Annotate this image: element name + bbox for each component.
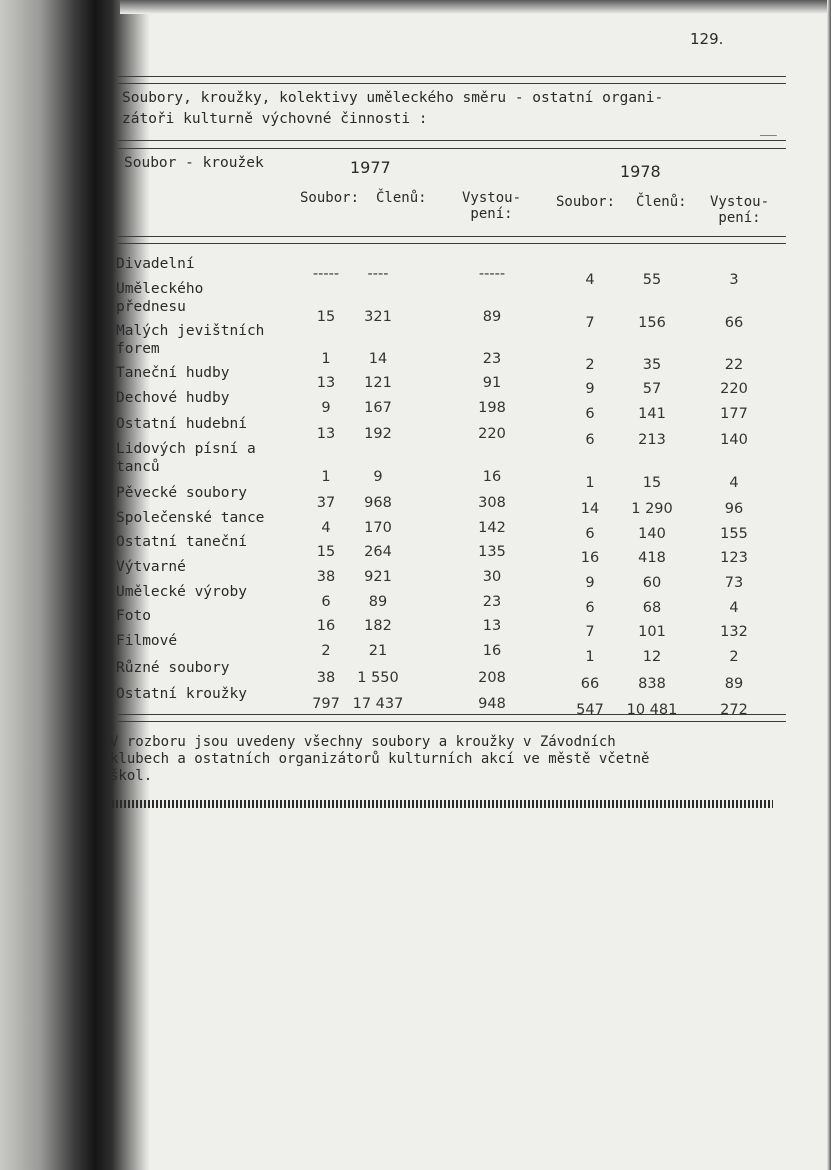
cell-1978: 10 481 xyxy=(626,702,678,718)
cell-1978: 57 xyxy=(642,381,662,397)
cell-1977: 797 xyxy=(312,696,340,712)
cell-1978: 4 xyxy=(585,272,595,288)
bottom-typed-line xyxy=(108,800,773,808)
cell-1978: 155 xyxy=(720,526,748,542)
row-label: Malých jevištních xyxy=(116,323,265,339)
column-header: Soubor - kroužek xyxy=(124,155,264,171)
cell-1977: 2 xyxy=(321,643,331,659)
row-label: Různé soubory xyxy=(116,660,230,676)
row-label: forem xyxy=(116,341,160,357)
cell-1978: 73 xyxy=(724,575,744,591)
cell-1977: 1 xyxy=(321,469,331,485)
cell-1977: 89 xyxy=(482,309,502,325)
cell-1978: 9 xyxy=(585,381,595,397)
row-label: Umělecké výroby xyxy=(116,584,247,600)
cell-1978: 9 xyxy=(585,575,595,591)
cell-1978: 7 xyxy=(585,315,595,331)
cell-1978: 272 xyxy=(720,702,748,718)
rule-under-title xyxy=(118,140,786,141)
cell-1978: 66 xyxy=(724,315,744,331)
cell-1978: 140 xyxy=(720,432,748,448)
cell-1978: 1 290 xyxy=(631,501,673,517)
cell-1977: 21 xyxy=(368,643,388,659)
row-label: Taneční hudby xyxy=(116,365,230,381)
cell-1978: 6 xyxy=(585,526,595,542)
row-label: Pěvecké soubory xyxy=(116,485,247,501)
cell-1977: 13 xyxy=(316,426,336,442)
cell-1978: 14 xyxy=(580,501,600,517)
row-label: Ostatní hudební xyxy=(116,416,247,432)
row-label: Foto xyxy=(116,608,151,624)
row-label: Uměleckého xyxy=(116,281,204,297)
year-1977: 1977 xyxy=(350,158,391,177)
cell-1977: 220 xyxy=(478,426,506,442)
double-rule-top xyxy=(118,76,786,84)
subheader-1977-2: Vystou- pení: xyxy=(462,190,522,222)
cell-1978: 2 xyxy=(729,649,739,665)
row-label: Lidových písní a xyxy=(116,441,256,457)
cell-1978: 1 xyxy=(585,649,595,665)
cell-1978: 213 xyxy=(638,432,666,448)
cell-1978: 6 xyxy=(585,406,595,422)
cell-1978: 177 xyxy=(720,406,748,422)
cell-1977: 30 xyxy=(482,569,502,585)
cell-1978: 547 xyxy=(576,702,604,718)
subheader-1978-1: Členů: xyxy=(636,194,687,210)
title-dash: __ xyxy=(760,120,777,136)
cell-1978: 15 xyxy=(642,475,662,491)
cell-1977: ----- xyxy=(478,266,506,282)
cell-1978: 22 xyxy=(724,357,744,373)
cell-1978: 220 xyxy=(720,381,748,397)
double-rule-bottom xyxy=(118,714,786,722)
cell-1977: 14 xyxy=(368,351,388,367)
cell-1978: 96 xyxy=(724,501,744,517)
cell-1977: 192 xyxy=(364,426,392,442)
row-label: Společenské tance xyxy=(116,510,265,526)
cell-1977: 6 xyxy=(321,594,331,610)
cell-1977: 37 xyxy=(316,495,336,511)
cell-1977: 15 xyxy=(316,309,336,325)
cell-1978: 12 xyxy=(642,649,662,665)
cell-1977: 264 xyxy=(364,544,392,560)
cell-1977: 13 xyxy=(316,375,336,391)
cell-1977: 23 xyxy=(482,594,502,610)
cell-1977: 182 xyxy=(364,618,392,634)
page-number: 129. xyxy=(690,30,724,48)
cell-1977: 948 xyxy=(478,696,506,712)
cell-1977: 135 xyxy=(478,544,506,560)
cell-1977: 13 xyxy=(482,618,502,634)
cell-1978: 156 xyxy=(638,315,666,331)
row-label: Divadelní xyxy=(116,256,195,272)
cell-1977: 9 xyxy=(373,469,383,485)
cell-1977: 1 550 xyxy=(357,670,399,686)
cell-1977: 968 xyxy=(364,495,392,511)
cell-1977: 1 xyxy=(321,351,331,367)
cell-1977: 23 xyxy=(482,351,502,367)
cell-1977: 308 xyxy=(478,495,506,511)
cell-1977: 167 xyxy=(364,400,392,416)
cell-1977: 16 xyxy=(482,643,502,659)
row-label: tanců xyxy=(116,459,160,475)
cell-1977: 16 xyxy=(482,469,502,485)
cell-1977: 142 xyxy=(478,520,506,536)
row-label: Výtvarné xyxy=(116,559,186,575)
cell-1978: 1 xyxy=(585,475,595,491)
cell-1977: 121 xyxy=(364,375,392,391)
cell-1978: 6 xyxy=(585,600,595,616)
top-edge-shadow xyxy=(120,0,831,14)
cell-1978: 4 xyxy=(729,475,739,491)
row-label: Ostatní taneční xyxy=(116,534,247,550)
right-edge-shadow xyxy=(827,0,831,1170)
cell-1977: ---- xyxy=(367,266,389,282)
cell-1977: 198 xyxy=(478,400,506,416)
cell-1978: 4 xyxy=(729,600,739,616)
footer-line: klubech a ostatních organizátorů kulturních akcí ve městě včetně xyxy=(110,751,650,767)
cell-1977: 16 xyxy=(316,618,336,634)
row-label: přednesu xyxy=(116,299,186,315)
subheader-1978-0: Soubor: xyxy=(556,194,616,210)
row-label: Ostatní kroužky xyxy=(116,686,247,702)
cell-1978: 66 xyxy=(580,676,600,692)
cell-1978: 418 xyxy=(638,550,666,566)
cell-1977: 38 xyxy=(316,670,336,686)
cell-1978: 55 xyxy=(642,272,662,288)
cell-1978: 68 xyxy=(642,600,662,616)
subheader-1977-0: Soubor: xyxy=(300,190,360,206)
cell-1978: 3 xyxy=(729,272,739,288)
rule-under-title-2 xyxy=(118,148,786,149)
cell-1977: 15 xyxy=(316,544,336,560)
cell-1978: 101 xyxy=(638,624,666,640)
cell-1978: 35 xyxy=(642,357,662,373)
cell-1978: 123 xyxy=(720,550,748,566)
cell-1977: 91 xyxy=(482,375,502,391)
footer-line: V rozboru jsou uvedeny všechny soubory a kroužky v Závodních xyxy=(110,734,616,750)
cell-1978: 141 xyxy=(638,406,666,422)
cell-1978: 7 xyxy=(585,624,595,640)
cell-1977: 321 xyxy=(364,309,392,325)
title-line-2: zátoři kulturně výchovné činnosti : xyxy=(122,111,428,127)
cell-1977: 17 437 xyxy=(352,696,404,712)
cell-1978: 140 xyxy=(638,526,666,542)
subheader-1978-2: Vystou- pení: xyxy=(710,194,770,226)
year-1978: 1978 xyxy=(620,162,661,181)
cell-1977: 38 xyxy=(316,569,336,585)
cell-1977: 4 xyxy=(321,520,331,536)
row-label: Dechové hudby xyxy=(116,390,230,406)
title-line-1: Soubory, kroužky, kolektivy uměleckého směru - ostatní organi- xyxy=(122,90,664,106)
cell-1977: 921 xyxy=(364,569,392,585)
row-label: Filmové xyxy=(116,633,178,649)
cell-1977: 170 xyxy=(364,520,392,536)
cell-1977: 89 xyxy=(368,594,388,610)
cell-1978: 60 xyxy=(642,575,662,591)
cell-1978: 6 xyxy=(585,432,595,448)
cell-1977: 9 xyxy=(321,400,331,416)
cell-1978: 16 xyxy=(580,550,600,566)
subheader-1977-1: Členů: xyxy=(376,190,427,206)
cell-1978: 89 xyxy=(724,676,744,692)
cell-1978: 838 xyxy=(638,676,666,692)
cell-1977: 208 xyxy=(478,670,506,686)
cell-1977: ----- xyxy=(312,266,340,282)
footer-line: škol. xyxy=(110,768,153,784)
cell-1978: 132 xyxy=(720,624,748,640)
cell-1978: 2 xyxy=(585,357,595,373)
double-rule-header xyxy=(118,236,786,244)
